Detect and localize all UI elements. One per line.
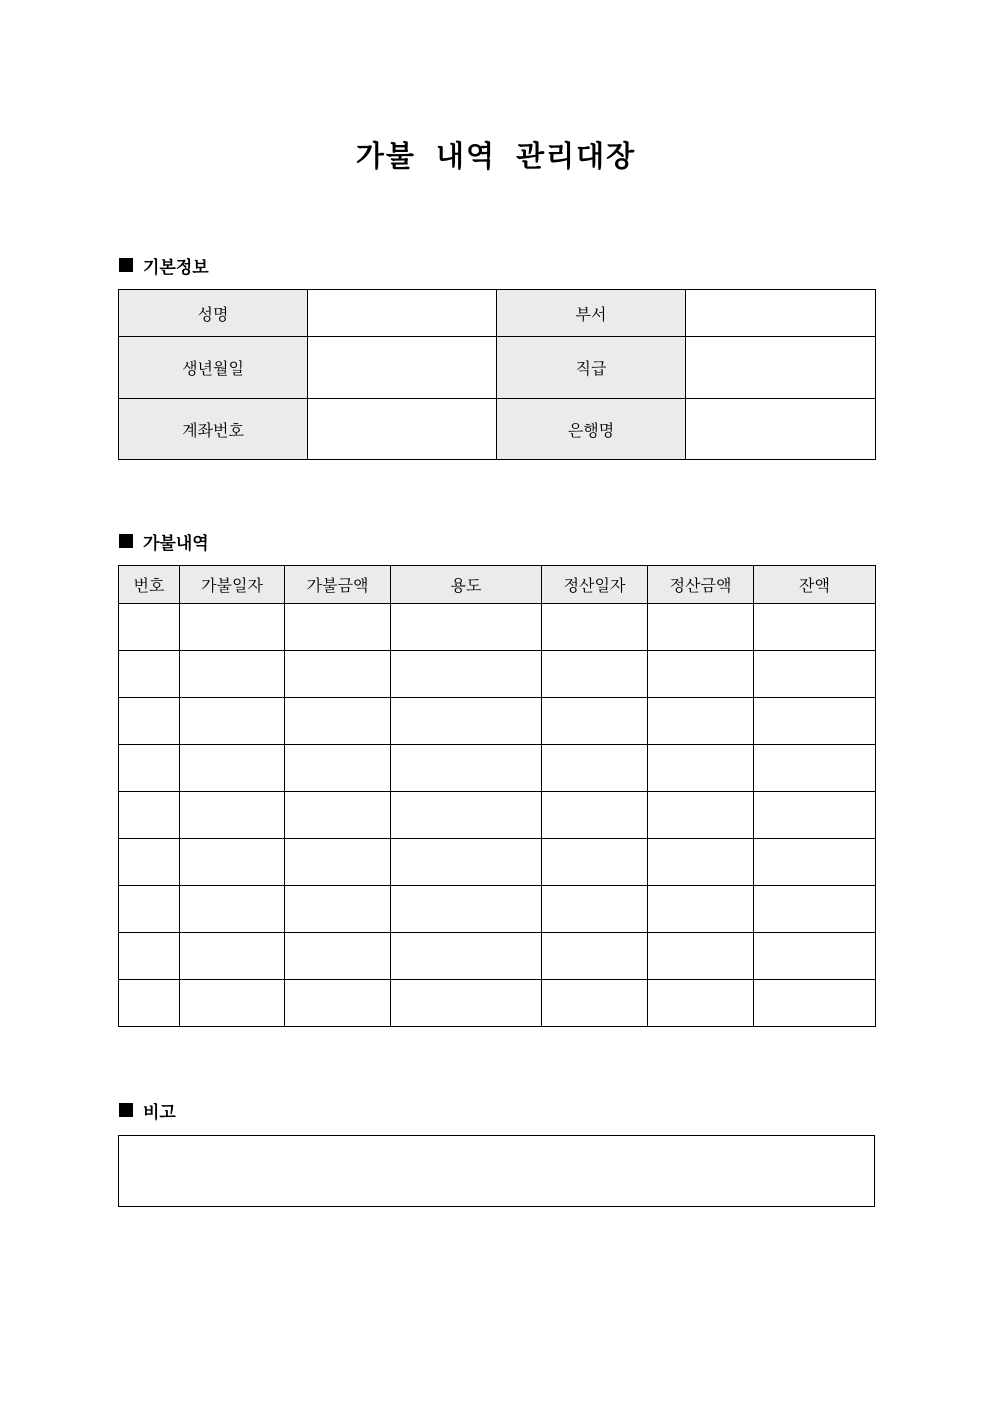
table-cell[interactable] xyxy=(542,792,648,839)
basic-info-table xyxy=(118,289,876,460)
table-cell[interactable] xyxy=(542,980,648,1027)
table-cell[interactable] xyxy=(754,980,876,1027)
table-cell[interactable] xyxy=(542,839,648,886)
advance-history-table xyxy=(118,565,876,1027)
table-cell[interactable] xyxy=(542,604,648,651)
table-cell[interactable] xyxy=(285,792,391,839)
history-heading-label: 가불내역 xyxy=(143,533,209,554)
info-row xyxy=(119,337,876,399)
table-cell[interactable] xyxy=(391,886,542,933)
table-cell[interactable] xyxy=(285,698,391,745)
table-cell[interactable] xyxy=(542,933,648,980)
table-row xyxy=(119,698,876,745)
table-cell[interactable] xyxy=(285,886,391,933)
info-row xyxy=(119,399,876,460)
table-cell[interactable] xyxy=(180,604,285,651)
name-label: 성명 xyxy=(119,290,308,337)
table-cell[interactable] xyxy=(391,792,542,839)
table-cell[interactable] xyxy=(648,980,754,1027)
table-cell[interactable] xyxy=(391,980,542,1027)
table-cell[interactable] xyxy=(119,745,180,792)
column-header-settlement-date: 정산일자 xyxy=(542,566,648,604)
table-row xyxy=(119,980,876,1027)
position-label: 직급 xyxy=(497,337,686,399)
table-cell[interactable] xyxy=(391,604,542,651)
table-cell[interactable] xyxy=(648,839,754,886)
table-cell[interactable] xyxy=(754,698,876,745)
page-title: 가불 내역 관리대장 xyxy=(355,139,637,173)
table-cell[interactable] xyxy=(285,839,391,886)
table-cell[interactable] xyxy=(180,698,285,745)
table-cell[interactable] xyxy=(391,839,542,886)
table-cell[interactable] xyxy=(648,698,754,745)
table-cell[interactable] xyxy=(648,886,754,933)
table-cell[interactable] xyxy=(648,933,754,980)
table-cell[interactable] xyxy=(119,604,180,651)
square-bullet-icon xyxy=(119,258,133,272)
column-header-number: 번호 xyxy=(119,566,180,604)
remarks-heading xyxy=(119,1098,176,1122)
birthdate-field[interactable] xyxy=(308,337,497,399)
table-cell[interactable] xyxy=(180,651,285,698)
table-cell[interactable] xyxy=(754,745,876,792)
table-cell[interactable] xyxy=(180,839,285,886)
table-cell[interactable] xyxy=(754,886,876,933)
table-cell[interactable] xyxy=(391,698,542,745)
table-cell[interactable] xyxy=(542,698,648,745)
table-cell[interactable] xyxy=(180,933,285,980)
column-header-balance: 잔액 xyxy=(754,566,876,604)
bank-name-label: 은행명 xyxy=(497,399,686,460)
table-cell[interactable] xyxy=(285,651,391,698)
table-cell[interactable] xyxy=(119,792,180,839)
table-cell[interactable] xyxy=(542,651,648,698)
table-cell[interactable] xyxy=(542,886,648,933)
table-cell[interactable] xyxy=(285,933,391,980)
birthdate-label: 생년월일 xyxy=(119,337,308,399)
bank-name-field[interactable] xyxy=(686,399,876,460)
table-cell[interactable] xyxy=(119,886,180,933)
table-cell[interactable] xyxy=(648,604,754,651)
basic-info-heading xyxy=(119,253,209,277)
table-cell[interactable] xyxy=(180,980,285,1027)
account-number-field[interactable] xyxy=(308,399,497,460)
table-cell[interactable] xyxy=(754,792,876,839)
table-cell[interactable] xyxy=(648,792,754,839)
table-cell[interactable] xyxy=(119,698,180,745)
table-cell[interactable] xyxy=(180,745,285,792)
table-row xyxy=(119,886,876,933)
info-row xyxy=(119,290,876,337)
table-cell[interactable] xyxy=(754,651,876,698)
table-cell[interactable] xyxy=(285,980,391,1027)
table-row xyxy=(119,839,876,886)
table-cell[interactable] xyxy=(285,745,391,792)
table-cell[interactable] xyxy=(648,745,754,792)
table-cell[interactable] xyxy=(391,651,542,698)
table-row xyxy=(119,933,876,980)
basic-info-heading-label: 기본정보 xyxy=(143,257,209,278)
square-bullet-icon xyxy=(119,534,133,548)
table-row xyxy=(119,745,876,792)
table-header-row xyxy=(119,566,876,604)
remarks-heading-label: 비고 xyxy=(143,1102,176,1123)
table-cell[interactable] xyxy=(754,604,876,651)
column-header-purpose: 용도 xyxy=(391,566,542,604)
column-header-advance-date: 가불일자 xyxy=(180,566,285,604)
table-cell[interactable] xyxy=(754,839,876,886)
table-cell[interactable] xyxy=(391,933,542,980)
table-cell[interactable] xyxy=(391,745,542,792)
table-cell[interactable] xyxy=(180,886,285,933)
table-cell[interactable] xyxy=(754,933,876,980)
remarks-box[interactable] xyxy=(118,1135,875,1207)
table-row xyxy=(119,651,876,698)
table-cell[interactable] xyxy=(542,745,648,792)
table-row xyxy=(119,604,876,651)
department-field[interactable] xyxy=(686,290,876,337)
table-cell[interactable] xyxy=(648,651,754,698)
table-cell[interactable] xyxy=(119,933,180,980)
history-heading xyxy=(119,529,209,553)
square-bullet-icon xyxy=(119,1103,133,1117)
table-cell[interactable] xyxy=(119,839,180,886)
table-row xyxy=(119,792,876,839)
table-cell[interactable] xyxy=(180,792,285,839)
table-cell[interactable] xyxy=(119,980,180,1027)
table-cell[interactable] xyxy=(285,604,391,651)
table-cell[interactable] xyxy=(119,651,180,698)
account-number-label: 계좌번호 xyxy=(119,399,308,460)
name-field[interactable] xyxy=(308,290,497,337)
column-header-settlement-amount: 정산금액 xyxy=(648,566,754,604)
department-label: 부서 xyxy=(497,290,686,337)
column-header-advance-amount: 가불금액 xyxy=(285,566,391,604)
position-field[interactable] xyxy=(686,337,876,399)
